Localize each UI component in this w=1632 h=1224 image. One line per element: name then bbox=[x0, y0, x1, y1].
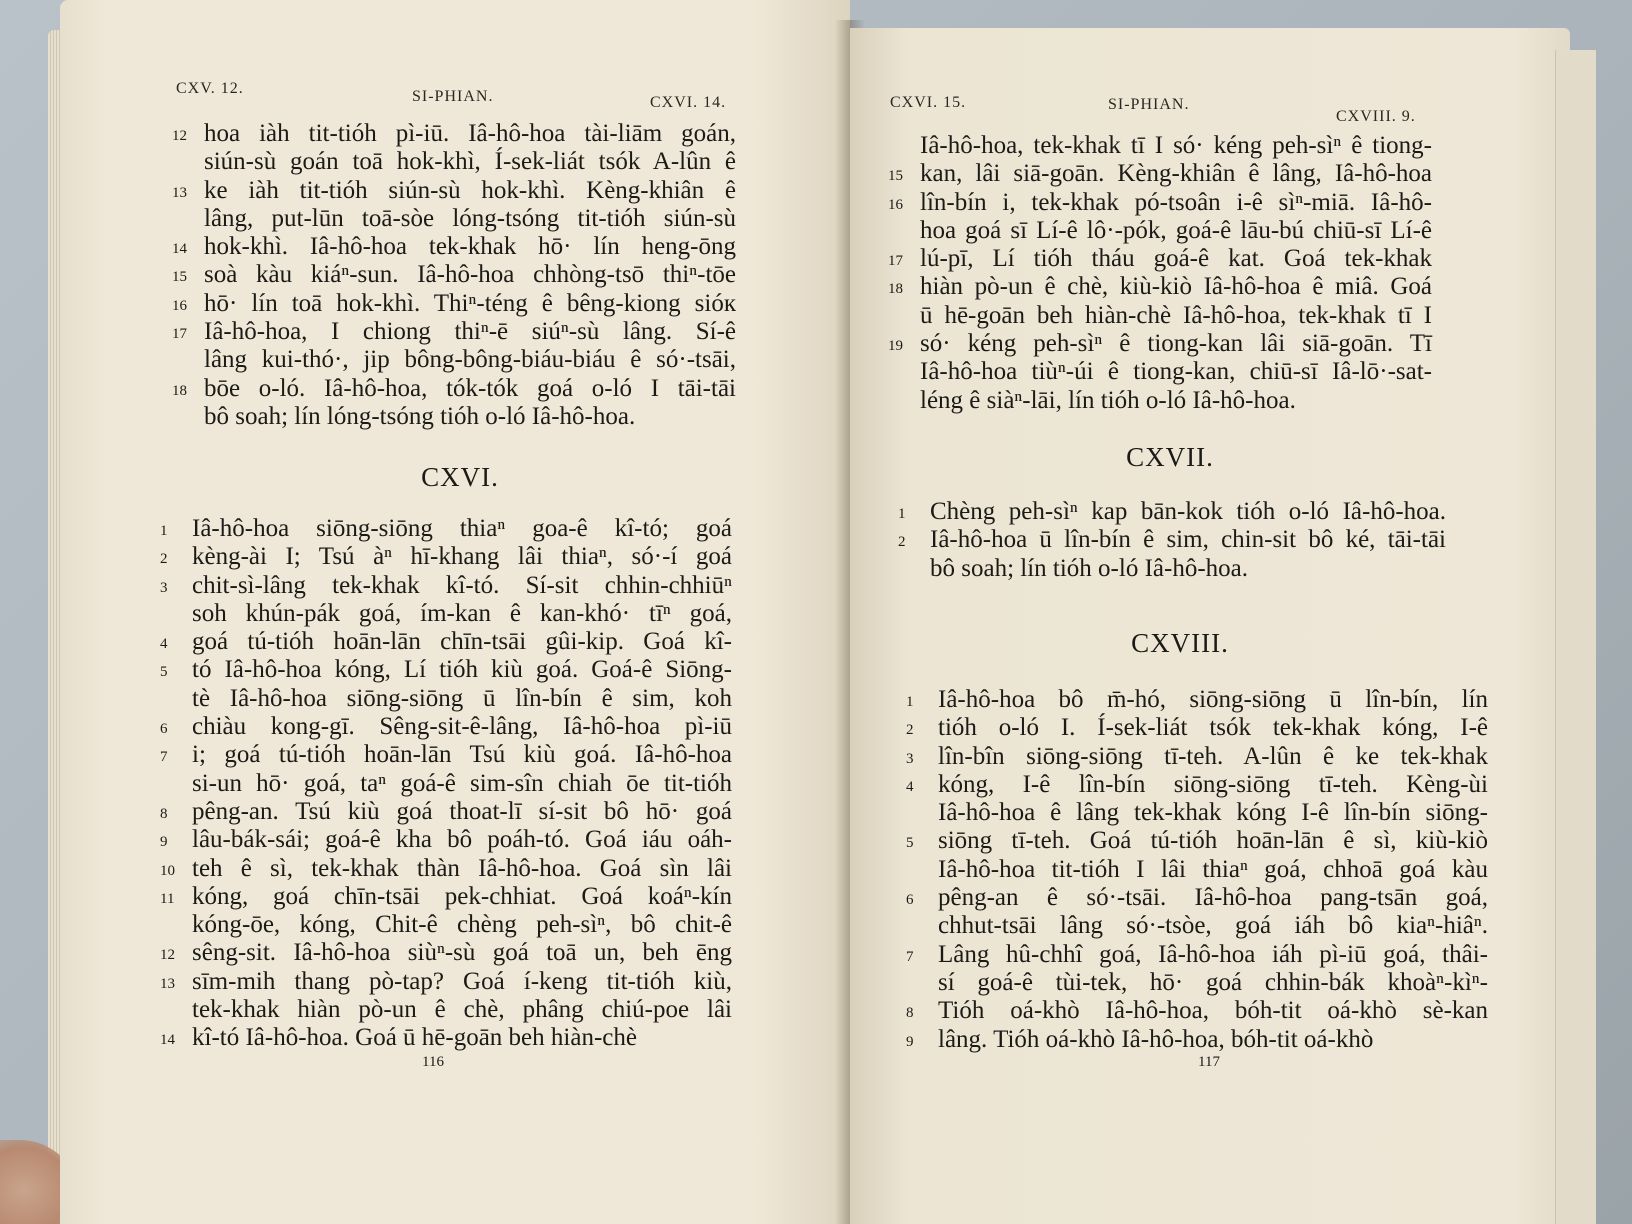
right-text-block-3 bbox=[906, 686, 1488, 1054]
line-text: kóng-ōe, kóng, Chit-ê chèng peh-sìⁿ, bô chit-ê bbox=[192, 911, 732, 939]
text-line bbox=[160, 854, 732, 883]
text-line bbox=[906, 1025, 1488, 1054]
line-text: léng ê siàⁿ-lāi, lín tióh o-ló Iâ-hô-hoa. bbox=[920, 386, 1296, 414]
text-line bbox=[172, 289, 736, 318]
text-line bbox=[906, 997, 1488, 1025]
verse-number: 9 bbox=[906, 1033, 914, 1050]
text-line bbox=[920, 217, 1432, 245]
text-line bbox=[160, 967, 732, 996]
text-line bbox=[920, 302, 1432, 330]
right-text-block-1 bbox=[888, 132, 1432, 415]
line-text: chiàu kong-gī. Sêng-sit-ê-lâng, Iâ-hô-hoa pì-iū bbox=[192, 713, 732, 741]
verse-number: 13 bbox=[172, 184, 187, 201]
text-line bbox=[938, 969, 1488, 997]
text-line bbox=[920, 387, 1432, 415]
text-line bbox=[192, 996, 732, 1024]
line-text: hoa iàh tit-tióh pì-iū. Iâ-hô-hoa tài-liām goán, bbox=[204, 120, 736, 147]
text-line bbox=[172, 261, 736, 289]
left-head-right: CXVI. 14. bbox=[650, 94, 727, 111]
right-head-left: CXVI. 15. bbox=[890, 94, 967, 111]
line-text: sīm-mih thang pò-tap? Goá í-keng tit-tióh kiù, bbox=[192, 967, 732, 995]
text-line bbox=[888, 160, 1432, 188]
text-line bbox=[906, 884, 1488, 912]
text-line bbox=[204, 205, 736, 233]
text-line bbox=[192, 911, 732, 939]
line-text: bô soah; lín tióh o-ló Iâ-hô-hoa. bbox=[930, 554, 1248, 582]
line-text: chhut-tsāi lâng só·-tsòe, goá iáh bô kiaⁿ-hiâⁿ. bbox=[938, 912, 1488, 940]
line-text: kóng, I-ê lîn-bín siōng-siōng tī-teh. Kèng-ùi bbox=[938, 770, 1488, 798]
line-text: Chèng peh-sìⁿ kap bān-kok tióh o-ló Iâ-hô-hoa. bbox=[930, 498, 1446, 525]
left-head-center: SI-PHIAN. bbox=[412, 88, 494, 105]
verse-number: 8 bbox=[160, 805, 168, 822]
text-line bbox=[906, 827, 1488, 855]
line-text: Tióh oá-khò Iâ-hô-hoa, bóh-tit oá-khò sè-kan bbox=[938, 997, 1488, 1025]
verse-number: 17 bbox=[172, 326, 187, 343]
line-text: lâng kui-thó·, jip bông-bông-biáu-biáu ê só·-tsāi, bbox=[204, 346, 736, 374]
line-text: kóng, goá chīn-tsāi pek-chhiat. Goá koáⁿ-kín bbox=[192, 882, 732, 910]
line-text: Iâ-hô-hoa, tek-khak tī I só· kéng peh-sìⁿ ê tiong- bbox=[920, 132, 1432, 159]
text-line bbox=[160, 939, 732, 967]
text-line bbox=[172, 374, 736, 403]
text-line bbox=[172, 233, 736, 261]
text-line bbox=[920, 132, 1432, 160]
verse-number: 6 bbox=[160, 721, 168, 738]
text-line bbox=[938, 912, 1488, 940]
verse-number: 7 bbox=[906, 948, 914, 965]
verse-number: 12 bbox=[160, 947, 175, 964]
verse-number: 2 bbox=[906, 722, 914, 739]
verse-number: 19 bbox=[888, 338, 903, 355]
verse-number: 2 bbox=[160, 551, 168, 568]
line-text: só· kéng peh-sìⁿ ê tiong-kan lâi siā-goān. Tī bbox=[920, 330, 1432, 358]
line-text: Iâ-hô-hoa tiùⁿ-úi ê tiong-kan, chiū-sī Iâ-lō·-sat- bbox=[920, 358, 1432, 386]
verse-number: 3 bbox=[906, 750, 914, 767]
line-text: tè Iâ-hô-hoa siōng-siōng ū lîn-bín ê sim, koh bbox=[192, 684, 732, 712]
line-text: si-un hō· goá, taⁿ goá-ê sim-sîn chiah ōe tit-tióh bbox=[192, 769, 732, 797]
verse-number: 13 bbox=[160, 975, 175, 992]
text-line bbox=[160, 797, 732, 826]
verse-number: 15 bbox=[172, 269, 187, 286]
verse-number: 12 bbox=[172, 128, 187, 144]
verse-number: 8 bbox=[906, 1005, 914, 1022]
verse-number: 14 bbox=[172, 241, 187, 258]
line-text: tek-khak hiàn pò-un ê chè, phâng chiú-poe lâi bbox=[192, 996, 732, 1024]
line-text: sêng-sit. Iâ-hô-hoa siùⁿ-sù goá toā un, beh ēng bbox=[192, 939, 732, 967]
line-text: Iâ-hô-hoa ū lîn-bín ê sim, chin-sit bô ké, tāi-tāi bbox=[930, 526, 1446, 554]
line-text: Iâ-hô-hoa, I chiong thiⁿ-ē siúⁿ-sù lâng. Sí-ê bbox=[204, 318, 736, 346]
verse-number: 17 bbox=[888, 253, 903, 270]
text-line bbox=[172, 318, 736, 346]
line-text: teh ê sì, tek-khak thàn Iâ-hô-hoa. Goá sìn lâi bbox=[192, 854, 732, 882]
line-text: pêng-an ê só·-tsāi. Iâ-hô-hoa pang-tsān goá, bbox=[938, 884, 1488, 912]
line-text: pêng-an. Tsú kiù goá thoat-lī sí-sit bô hō· goá bbox=[192, 797, 732, 825]
left-text-block-2 bbox=[160, 515, 732, 1053]
verse-number: 5 bbox=[160, 664, 168, 681]
right-head-right: CXVIII. 9. bbox=[1336, 108, 1416, 125]
left-page bbox=[60, 0, 850, 1224]
text-line bbox=[160, 741, 732, 769]
line-text: soh khún-pák goá, ím-kan ê kan-khó· tīⁿ goá, bbox=[192, 599, 732, 627]
verse-number: 2 bbox=[898, 534, 906, 551]
verse-number: 18 bbox=[172, 382, 187, 399]
psalm-heading-cxvi: CXVI. bbox=[421, 462, 499, 492]
text-line bbox=[160, 656, 732, 684]
text-line bbox=[192, 770, 732, 798]
verse-number: 7 bbox=[160, 749, 168, 766]
line-text: Lâng hû-chhî goá, Iâ-hô-hoa iáh pì-iū goá, thâi- bbox=[938, 940, 1488, 968]
text-line bbox=[160, 515, 732, 543]
line-text: hoa goá sī Lí-ê lô·-pók, goá-ê lāu-bú chiū-sī Lí-ê bbox=[920, 216, 1432, 244]
left-text-block-1 bbox=[172, 120, 736, 431]
text-line bbox=[888, 273, 1432, 301]
line-text: Iâ-hô-hoa siōng-siōng thiaⁿ goa-ê kî-tó; goá bbox=[192, 515, 732, 542]
left-folio: 116 bbox=[422, 1054, 444, 1070]
text-line bbox=[906, 940, 1488, 969]
verse-number: 15 bbox=[888, 168, 903, 185]
text-line bbox=[898, 498, 1446, 526]
text-line bbox=[192, 685, 732, 713]
right-page bbox=[850, 28, 1570, 1224]
text-line bbox=[906, 714, 1488, 742]
text-line bbox=[160, 826, 732, 854]
text-line bbox=[204, 346, 736, 374]
psalm-heading-cxvii: CXVII. bbox=[1126, 442, 1214, 472]
line-text: lâng, put-lūn toā-sòe lóng-tsóng tit-tióh siún-sù bbox=[204, 204, 736, 232]
text-line bbox=[192, 600, 732, 628]
text-line bbox=[204, 403, 736, 431]
verse-number: 5 bbox=[906, 835, 914, 852]
line-text: Iâ-hô-hoa bô m̄-hó, siōng-siōng ū lîn-bín, lín bbox=[938, 686, 1488, 713]
verse-number: 4 bbox=[906, 778, 914, 795]
line-text: kan, lâi siā-goān. Kèng-khiân ê lâng, Iâ-hô-hoa bbox=[920, 160, 1432, 188]
line-text: tióh o-ló I. Í-sek-liát tsók tek-khak kóng, I-ê bbox=[938, 714, 1488, 742]
verse-number: 16 bbox=[888, 196, 903, 213]
text-line bbox=[888, 330, 1432, 358]
verse-number: 18 bbox=[888, 281, 903, 298]
line-text: siún-sù goán toā hok-khì, Í-sek-liát tsók A-lûn ê bbox=[204, 148, 736, 176]
text-line bbox=[160, 543, 732, 571]
line-text: sí goá-ê tùi-tek, hō· goá chhin-bák khoàⁿ-kìⁿ- bbox=[938, 968, 1488, 996]
verse-number: 1 bbox=[898, 506, 906, 522]
line-text: soà kàu kiáⁿ-sun. Iâ-hô-hoa chhòng-tsō thiⁿ-tōe bbox=[204, 261, 736, 289]
text-line bbox=[160, 1024, 732, 1052]
text-line bbox=[160, 713, 732, 741]
right-text-block-2 bbox=[898, 498, 1446, 583]
psalm-heading-cxviii: CXVIII. bbox=[1131, 628, 1229, 658]
text-line bbox=[172, 120, 736, 148]
text-line bbox=[906, 686, 1488, 714]
text-line bbox=[160, 628, 732, 656]
line-text: lâng. Tióh oá-khò Iâ-hô-hoa, bóh-tit oá-khò bbox=[938, 1025, 1374, 1053]
text-line bbox=[938, 799, 1488, 827]
verse-number: 1 bbox=[160, 523, 168, 539]
verse-number: 11 bbox=[160, 890, 175, 907]
line-text: hiàn pò-un ê chè, kiù-kiò Iâ-hô-hoa ê miâ. Goá bbox=[920, 273, 1432, 301]
line-text: i; goá tú-tióh hoān-lān Tsú kiù goá. Iâ-hô-hoa bbox=[192, 741, 732, 769]
verse-number: 9 bbox=[160, 834, 168, 851]
verse-number: 1 bbox=[906, 694, 914, 710]
text-line bbox=[888, 188, 1432, 217]
right-page-edge bbox=[1555, 50, 1596, 1224]
line-text: ū hē-goān beh hiàn-chè Iâ-hô-hoa, tek-khak tī I bbox=[920, 301, 1432, 329]
line-text: tó Iâ-hô-hoa kóng, Lí tióh kiù goá. Goá-ê Siōng- bbox=[192, 656, 732, 684]
right-folio: 117 bbox=[1198, 1054, 1220, 1070]
line-text: Iâ-hô-hoa ê lâng tek-khak kóng I-ê lîn-bín siōng- bbox=[938, 799, 1488, 827]
left-head-left: CXV. 12. bbox=[176, 80, 244, 97]
text-line bbox=[204, 148, 736, 176]
verse-number: 16 bbox=[172, 297, 187, 314]
line-text: Iâ-hô-hoa tit-tióh I lâi thiaⁿ goá, chhoā goá kàu bbox=[938, 855, 1488, 883]
line-text: chit-sì-lâng tek-khak kî-tó. Sí-sit chhin-chhiūⁿ bbox=[192, 571, 732, 599]
text-line bbox=[888, 245, 1432, 273]
text-line bbox=[906, 770, 1488, 799]
line-text: hok-khì. Iâ-hô-hoa tek-khak hō· lín heng-ōng bbox=[204, 233, 736, 261]
line-text: ke iàh tit-tióh siún-sù hok-khì. Kèng-khiân ê bbox=[204, 176, 736, 204]
verse-number: 14 bbox=[160, 1032, 175, 1049]
text-line bbox=[160, 882, 732, 911]
line-text: lîn-bín i, tek-khak pó-tsoân i-ê sìⁿ-miā. Iâ-hô- bbox=[920, 188, 1432, 216]
right-head-center: SI-PHIAN. bbox=[1108, 96, 1190, 113]
text-line bbox=[930, 555, 1446, 583]
text-line bbox=[172, 176, 736, 205]
verse-number: 4 bbox=[160, 636, 168, 653]
line-text: lâu-bák-sái; goá-ê kha bô poáh-tó. Goá iáu oáh- bbox=[192, 826, 732, 854]
verse-number: 6 bbox=[906, 892, 914, 909]
text-line bbox=[160, 571, 732, 600]
line-text: hō· lín toā hok-khì. Thiⁿ-téng ê bêng-kiong sióк bbox=[204, 289, 736, 317]
text-line bbox=[920, 358, 1432, 386]
line-text: goá tú-tióh hoān-lān chīn-tsāi gûi-kip. Goá kî- bbox=[192, 628, 732, 656]
line-text: lîn-bîn siōng-siōng tī-teh. A-lûn ê ke tek-khak bbox=[938, 742, 1488, 770]
line-text: bōe o-ló. Iâ-hô-hoa, tók-tók goá o-ló I tāi-tāi bbox=[204, 374, 736, 402]
line-text: bô soah; lín lóng-tsóng tióh o-ló Iâ-hô-hoa. bbox=[204, 402, 636, 430]
line-text: kî-tó Iâ-hô-hoa. Goá ū hē-goān beh hiàn-chè bbox=[192, 1024, 637, 1052]
line-text: kèng-ài I; Tsú àⁿ hī-khang lâi thiaⁿ, só·-í goá bbox=[192, 543, 732, 571]
verse-number: 10 bbox=[160, 862, 175, 879]
verse-number: 3 bbox=[160, 579, 168, 596]
text-line bbox=[938, 856, 1488, 884]
text-line bbox=[898, 526, 1446, 554]
line-text: lú-pī, Lí tióh tháu goá-ê kat. Goá tek-khak bbox=[920, 245, 1432, 273]
text-line bbox=[906, 742, 1488, 771]
line-text: siōng tī-teh. Goá tú-tióh hoān-lān ê sì, kiù-kiò bbox=[938, 827, 1488, 855]
